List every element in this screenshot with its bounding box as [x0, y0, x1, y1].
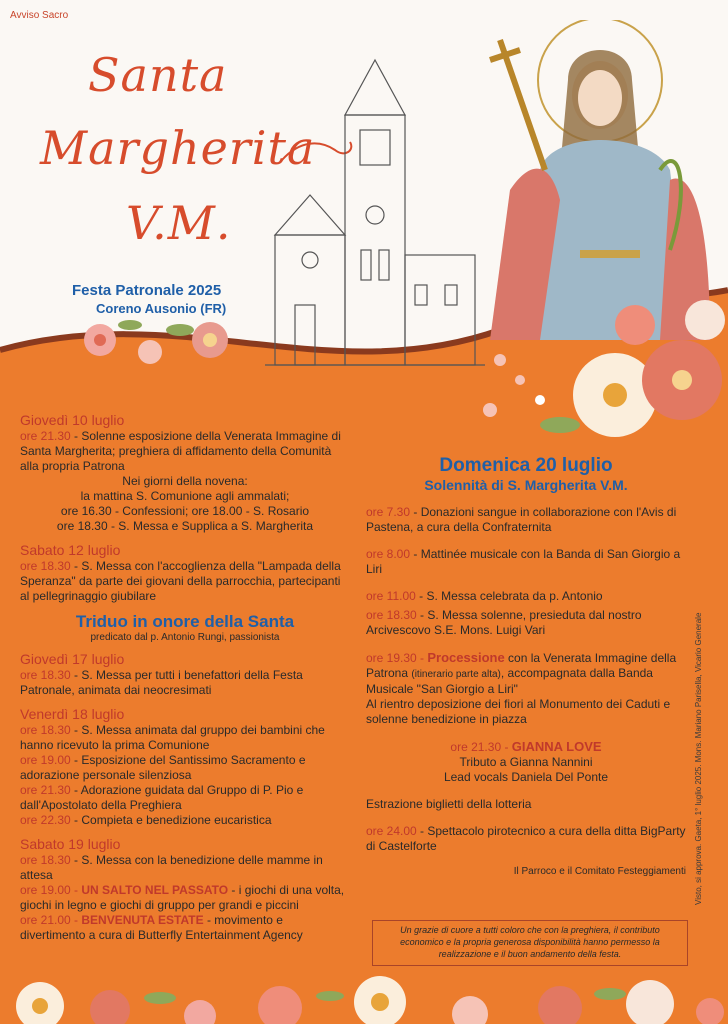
flowers-left-decoration [60, 300, 270, 380]
day-heading: Venerdì 18 luglio [20, 706, 125, 722]
event-text: con la Venerata Immagine della Patrona [366, 651, 677, 680]
novena-note-3: ore 16.30 - Confessioni; ore 18.00 - S. Rosario [60, 504, 310, 518]
event-item [20, 783, 350, 813]
event-time: ore 19.00 [20, 753, 71, 767]
novena-note-1: Nei giorni della novena: [122, 474, 248, 488]
event-item [20, 913, 350, 943]
day-heading: Sabato 12 luglio [20, 542, 121, 558]
left-program-column [20, 412, 350, 943]
event-highlight: GIANNA LOVE [511, 739, 602, 754]
event-item [366, 547, 686, 577]
event-text: - S. Messa animata dal gruppo dei bambini che hanno ricevuto la prima Comunione [20, 723, 325, 752]
approval-note: Visto, si approva. Gaeta, 1° luglio 2025. Mons. Mariano Parisella, Vicario Generale [694, 612, 703, 905]
event-item [20, 668, 350, 698]
event-time: ore 19.00 - [20, 883, 82, 897]
novena-note-2: la mattina S. Comunione agli ammalati; [80, 489, 290, 503]
title-line-2: Margherita [40, 121, 316, 175]
event-text: - i giochi di una volta, giochi in legno e giochi di gruppo per grandi e piccini [20, 883, 345, 912]
lottery-item: Estrazione biglietti della lotteria [366, 797, 532, 811]
event-item [20, 753, 350, 783]
day-heading: Giovedì 10 luglio [20, 412, 125, 428]
event-time: ore 18.30 [20, 853, 71, 867]
saint-statue-image [470, 20, 728, 340]
event-time: ore 18.30 [366, 608, 417, 622]
event-item [366, 824, 686, 854]
event-item [366, 608, 686, 638]
event-text: - Mattinée musicale con la Banda di San Giorgio a Liri [366, 547, 681, 576]
avviso-label: Avviso Sacro [10, 10, 69, 21]
event-text: Lead vocals Daniela Del Ponte [443, 770, 609, 784]
event-time: ore 21.30 [20, 783, 71, 797]
main-day-subtitle: Solennità di S. Margherita V.M. [424, 477, 628, 493]
title-line-3: V.M. [126, 196, 232, 250]
festa-title: Festa Patronale 2025 [72, 282, 222, 299]
event-item [20, 723, 350, 753]
event-text: - S. Messa per tutti i benefattori della Festa Patronale, animata dai neocresimati [20, 668, 303, 697]
event-text: - S. Messa con l'accoglienza della "Lampada della Speranza" da parte dei giovani della parrocchia, partecipanti al pellegrinaggio giubilare [20, 559, 341, 603]
event-item [366, 739, 686, 785]
day-heading: Giovedì 17 luglio [20, 651, 125, 667]
flowers-bottom-decoration [0, 968, 728, 1024]
event-time: ore 11.00 [366, 589, 416, 603]
event-text: - S. Messa con la benedizione delle mamme in attesa [20, 853, 323, 882]
event-time: ore 21.30 - [450, 740, 512, 754]
event-text: - Donazioni sangue in collaborazione con l'Avis di Pastena, a cura della Confraternita [366, 505, 677, 534]
event-highlight: UN SALTO NEL PASSATO [81, 883, 229, 897]
event-item [366, 505, 686, 535]
event-time: ore 21.00 - [20, 913, 82, 927]
church-illustration [265, 55, 485, 370]
event-time: ore 21.30 [20, 429, 71, 443]
signature: Il Parroco e il Comitato Festeggiamenti [513, 866, 686, 877]
event-text: - Compieta e benedizione eucaristica [70, 813, 272, 827]
event-time: ore 7.30 [366, 505, 411, 519]
event-time: ore 19.30 - [366, 651, 428, 665]
event-time: ore 18.30 [20, 723, 71, 737]
event-item [20, 813, 350, 828]
right-program-column [366, 455, 686, 877]
main-day-heading: Domenica 20 luglio [439, 455, 613, 476]
event-text: - Esposizione del Santissimo Sacramento e adorazione personale silenziosa [20, 753, 306, 782]
event-item [366, 650, 686, 727]
event-text: - S. Messa solenne, presieduta dal nostro Arcivescovo S.E. Mons. Luigi Vari [366, 608, 642, 637]
event-highlight: BENVENUTA ESTATE [81, 913, 204, 927]
event-text: - movimento e divertimento a cura di Butterfly Entertainment Agency [20, 913, 303, 942]
event-text: - Spettacolo pirotecnico a cura della ditta BigParty di Castelforte [366, 824, 686, 853]
triduo-note: predicato dal p. Antonio Rungi, passionista [90, 632, 280, 643]
event-time: ore 22.30 [20, 813, 71, 827]
event-time: ore 24.00 [366, 824, 417, 838]
title-line-1: Santa [88, 48, 228, 102]
event-text: - Adorazione guidata dal Gruppo di P. Pio e dall'Apostolato della Preghiera [20, 783, 304, 812]
event-time: ore 18.30 [20, 668, 71, 682]
event-item [366, 589, 686, 604]
event-time: ore 8.00 [366, 547, 411, 561]
event-text: - S. Messa celebrata da p. Antonio [415, 589, 603, 603]
event-text: , accompagnata dalla Banda Musicale "San Giorgio a Liri" [366, 666, 653, 696]
event-item [20, 883, 350, 913]
event-small-note: (itinerario parte alta) [411, 669, 501, 680]
novena-note-4: ore 18.30 - S. Messa e Supplica a S. Margherita [56, 519, 314, 533]
event-item [20, 429, 350, 474]
place-name: Coreno Ausonio (FR) [96, 301, 227, 316]
event-text: Al rientro deposizione dei fiori al Monumento dei Caduti e solenne benedizione in piazza [366, 697, 671, 726]
day-heading: Sabato 19 luglio [20, 836, 121, 852]
event-text: Tributo a Gianna Nannini [459, 755, 593, 769]
event-item [20, 853, 350, 883]
event-item [20, 559, 350, 604]
event-text: - Solenne esposizione della Venerata Immagine di Santa Margherita; preghiera di affidamento della Comunità alla propria Patrona [20, 429, 341, 473]
triduo-heading: Triduo in onore della Santa [75, 612, 295, 631]
event-time: ore 18.30 [20, 559, 71, 573]
flowers-right-decoration [460, 300, 728, 460]
event-highlight: Processione [427, 650, 505, 665]
thanks-box: Un grazie di cuore a tutti coloro che con la preghiera, il contributo economico e la propria generosa disponibilità hanno permesso la realizzazione e il buon andamento della festa. [372, 920, 688, 966]
